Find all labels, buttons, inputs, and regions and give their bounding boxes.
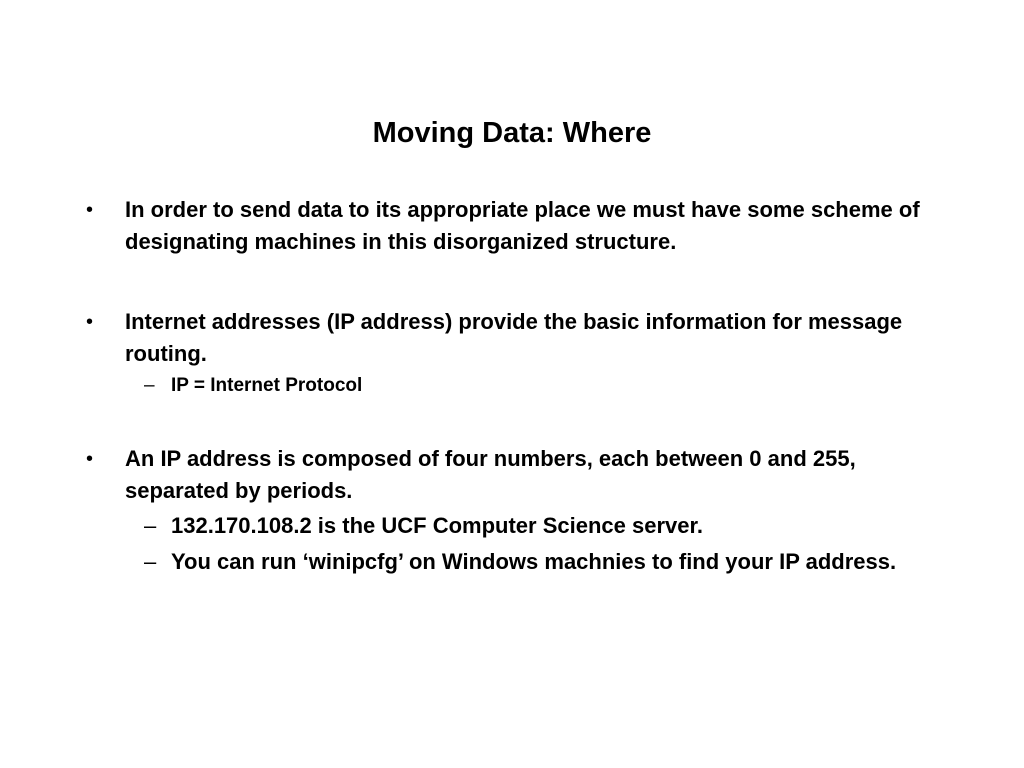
bullet-item-3 <box>86 443 946 507</box>
sub-text: You can run ‘winipcfg’ on Windows machnies to find your IP address. <box>171 549 897 574</box>
bullet-text: An IP address is composed of four numbers, each between 0 and 255, separated by periods. <box>125 446 856 503</box>
sub-marker: – <box>144 513 157 538</box>
sub-text: IP = Internet Protocol <box>171 375 363 396</box>
bullet-text: Internet addresses (IP address) provide the basic information for message routing. <box>125 309 903 366</box>
bullet-marker: • <box>86 311 94 333</box>
bullet-text: In order to send data to its appropriate place we must have some scheme of designating machines in this disorganized structure. <box>125 197 920 254</box>
bullet-item-1 <box>86 194 946 258</box>
slide-title: Moving Data: Where <box>372 117 652 149</box>
bullet-marker: • <box>86 199 94 221</box>
sub-item-3-2 <box>144 546 924 578</box>
bullet-marker: • <box>86 448 94 470</box>
sub-item-3-1 <box>144 510 924 542</box>
bullet-item-2 <box>86 306 946 370</box>
sub-marker: – <box>144 375 155 396</box>
sub-marker: – <box>144 549 157 574</box>
sub-text: 132.170.108.2 is the UCF Computer Science server. <box>171 513 703 538</box>
sub-item-2-1 <box>144 372 924 400</box>
